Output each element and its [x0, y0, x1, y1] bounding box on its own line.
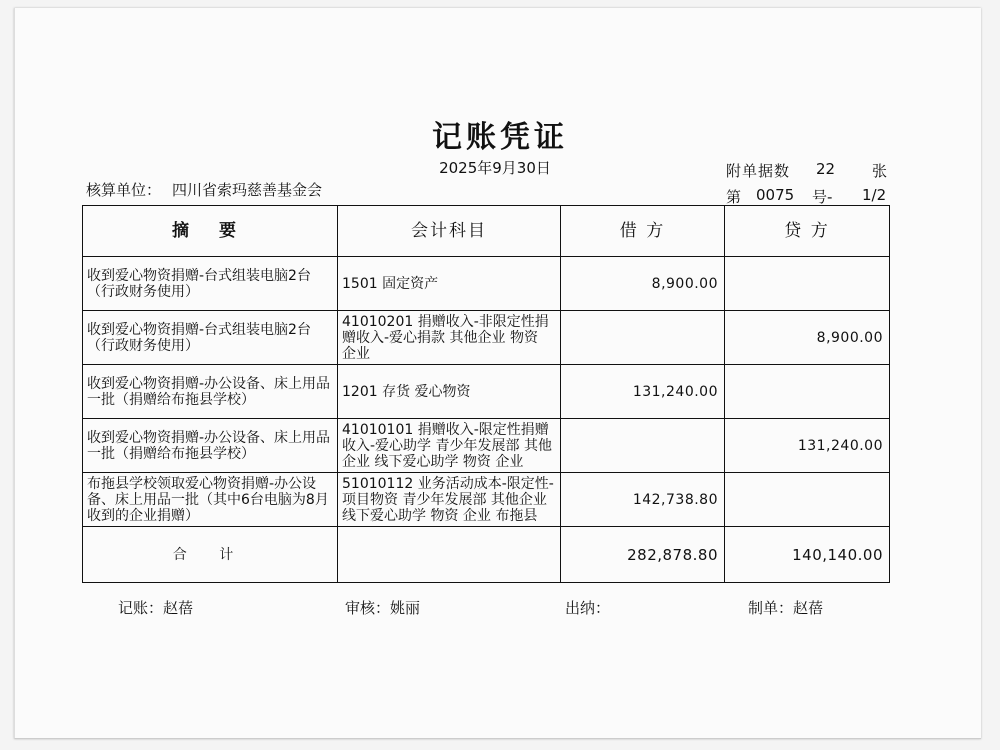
row-credit: 131,240.00: [725, 419, 890, 473]
table-row: [83, 473, 890, 527]
voucher-number: 0075: [756, 186, 795, 204]
bookkeeper-name: 赵蓓: [163, 599, 194, 617]
voucher-title: 记账凭证: [432, 120, 568, 155]
row-account: 51010112 业务活动成本-限定性-项目物资 青少年发展部 其他企业 线下爱心助学 物资 企业 布拖县: [338, 473, 561, 527]
table-row: [83, 311, 890, 365]
row-summary: 收到爱心物资捐赠-办公设备、床上用品一批（捐赠给布拖县学校）: [83, 419, 338, 473]
row-summary: 布拖县学校领取爱心物资捐赠-办公设备、床上用品一批（其中6台电脑为8月收到的企业捐赠）: [83, 473, 338, 527]
accounting-unit-label: 核算单位：: [86, 181, 162, 199]
preparer-signature: [748, 597, 823, 618]
table-row: [83, 419, 890, 473]
row-account: 41010101 捐赠收入-限定性捐赠收入-爱心助学 青少年发展部 其他企业 线下爱心助学 物资 企业: [338, 419, 561, 473]
row-debit: 131,240.00: [561, 365, 725, 419]
total-account-blank: [338, 527, 561, 583]
header-debit: 借 方: [561, 206, 725, 257]
row-account: 41010201 捐赠收入-非限定性捐赠收入-爱心捐款 其他企业 物资 企业: [338, 311, 561, 365]
voucher-table: [82, 205, 890, 583]
reviewer-name: 姚丽: [390, 599, 421, 617]
total-label-cell: [83, 527, 338, 583]
row-summary: 收到爱心物资捐赠-台式组装电脑2台（行政财务使用）: [83, 311, 338, 365]
row-debit: 8,900.00: [561, 257, 725, 311]
header-credit: 贷 方: [725, 206, 890, 257]
cashier-signature: [565, 597, 610, 618]
bookkeeper-label: 记账：: [118, 599, 164, 617]
table-header-row: [83, 206, 890, 257]
row-debit: 142,738.80: [561, 473, 725, 527]
voucher-number-prefix: 第: [726, 188, 742, 206]
total-label: 合 计: [172, 546, 248, 563]
reviewer-label: 审核：: [345, 599, 391, 617]
row-credit: 8,900.00: [725, 311, 890, 365]
row-account: 1501 固定资产: [338, 257, 561, 311]
row-credit: [725, 365, 890, 419]
header-summary: 摘 要: [83, 206, 338, 257]
attachment-unit: 张: [872, 162, 888, 180]
voucher-date: 2025年9月30日: [439, 159, 551, 177]
preparer-label: 制单：: [748, 599, 794, 617]
accounting-unit-value: 四川省索玛慈善基金会: [172, 181, 323, 199]
cashier-label: 出纳：: [565, 599, 611, 617]
bookkeeper-signature: [118, 597, 193, 618]
table-row: [83, 365, 890, 419]
row-debit: [561, 419, 725, 473]
total-debit: 282,878.80: [561, 527, 725, 583]
row-summary: 收到爱心物资捐赠-办公设备、床上用品一批（捐赠给布拖县学校）: [83, 365, 338, 419]
preparer-name: 赵蓓: [793, 599, 824, 617]
table-row: [83, 257, 890, 311]
attachment-count: 22: [816, 160, 836, 178]
header-account: 会计科目: [338, 206, 561, 257]
total-row: [83, 527, 890, 583]
voucher-page: 1/2: [862, 186, 887, 204]
row-summary: 收到爱心物资捐赠-台式组装电脑2台（行政财务使用）: [83, 257, 338, 311]
reviewer-signature: [345, 597, 420, 618]
attachment-count-label: 附单据数: [726, 162, 791, 180]
row-credit: [725, 473, 890, 527]
total-credit: 140,140.00: [725, 527, 890, 583]
row-account: 1201 存货 爱心物资: [338, 365, 561, 419]
voucher-number-suffix: 号-: [812, 188, 833, 206]
row-debit: [561, 311, 725, 365]
row-credit: [725, 257, 890, 311]
